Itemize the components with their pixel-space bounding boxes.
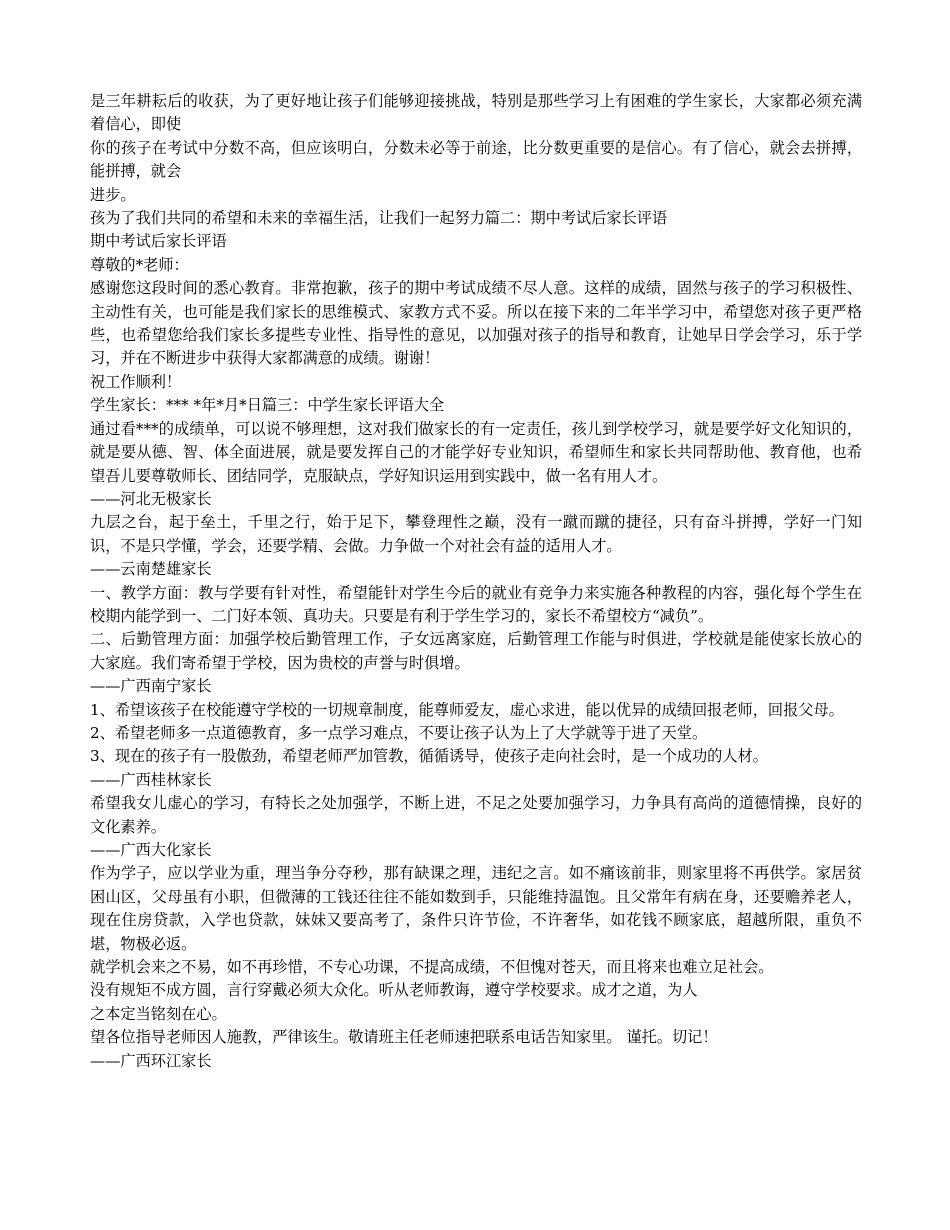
salutation: 尊敬的*老师： <box>90 255 189 274</box>
attribution: ——广西桂林家长 <box>90 770 212 789</box>
list-item: 3、现在的孩子有一股傲劲，希望老师严加管教，循循诱导，使孩子走向社会时，是一个成功的人材。 <box>90 747 768 766</box>
paragraph: 二、后勤管理方面：加强学校后勤管理工作，子女远离家庭，后勤管理工作能与时俱进，学校就是能使家长放心的大家庭。我们寄希望于学校，因为贵校的声誉与时俱增。 <box>90 630 862 672</box>
paragraph: 通过看***的成绩单，可以说不够理想，这对我们做家长的有一定责任，孩儿到学校学习，就是要学好文化知识的，就是要从德、智、体全面进展，就是要发挥自己的才能学好专业知识，希望师生和家长共同帮助他、教育他，也希望吾儿要尊敬师长、团结同学，克服缺点，学好知识运用到实践中，做一名有用人才。 <box>90 419 862 485</box>
paragraph: 你的孩子在考试中分数不高，但应该明白，分数未必等于前途，比分数更重要的是信心。有了信心，就会去拼搏，能拼搏，就会 <box>90 138 862 181</box>
paragraph: 孩为了我们共同的希望和未来的幸福生活，让我们一起努力篇二：期中考试后家长评语 <box>90 209 668 228</box>
paragraph: 没有规矩不成方圆，言行穿戴必须大众化。听从老师教诲，遵守学校要求。成才之道，为人 <box>90 981 698 1000</box>
attribution: ——广西环江家长 <box>90 1051 212 1070</box>
paragraph: 一、教学方面：教与学要有针对性，希望能针对学生今后的就业有竞争力来实施各种教程的内容，强化每个学生在校期内能学到一、二门好本领、真功夫。只要是有利于学生学习的，家长不希望校方“减负”。 <box>90 583 862 625</box>
list-item: 2、希望老师多一点道德教育，多一点学习难点，不要让孩子认为上了大学就等于进了天堂。 <box>90 723 708 742</box>
attribution: ——广西南宁家长 <box>90 677 212 696</box>
section-heading: 期中考试后家长评语 <box>90 232 227 251</box>
paragraph: 进步。 <box>90 185 136 204</box>
attribution: ——河北无极家长 <box>90 489 212 508</box>
paragraph: 九层之台，起于垒土，千里之行，始于足下，攀登理性之巅，没有一蹴而蹴的捷径，只有奋斗拼搏，学好一门知识，不是只学懂，学会，还要学精、会做。力争做一个对社会有益的适用人才。 <box>90 513 862 555</box>
list-item: 1、希望该孩子在校能遵守学校的一切规章制度，能尊师爱友，虚心求进，能以优异的成绩回报老师，回报父母。 <box>90 700 844 719</box>
document-page <box>90 90 862 1073</box>
paragraph: 感谢您这段时间的悉心教育。非常抱歉，孩子的期中考试成绩不尽人意。这样的成绩，固然与孩子的学习积极性、主动性有关，也可能是我们家长的思维模式、家教方式不妥。所以在接下来的二年半学习中，希望您对孩子更严格些，也希望您给我们家长多提些专业性、指导性的意见，以加强对孩子的指导和教育，让她早日学会学习，乐于学习，并在不断进步中获得大家都满意的成绩。谢谢！ <box>90 279 862 368</box>
attribution: ——广西大化家长 <box>90 841 212 859</box>
paragraph: 作为学子，应以学业为重，理当争分夺秒，那有缺课之理，违纪之言。如不痛该前非，则家里将不再供学。家居贫困山区，父母虽有小职，但微薄的工钱还往往不能如数到手，只能维持温饱。且父常年有病在身，还要赡养老人，现在住房贷款，入学也贷款，妹妹又要高考了，条件只许节俭，不许奢华，如花钱不顾家底，超越所限，重负不堪，物极必返。 <box>90 864 862 953</box>
paragraph: 之本定当铭刻在心。 <box>90 1004 227 1023</box>
paragraph: 是三年耕耘后的收获，为了更好地让孩子们能够迎接挑战，特别是那些学习上有困难的学生家长，大家都必须充满着信心，即使 <box>90 92 862 134</box>
paragraph: 希望我女儿虚心的学习，有特长之处加强学，不断上进，不足之处要加强学习，力争具有高尚的道德情操，良好的文化素养。 <box>90 794 862 836</box>
closing: 祝工作顺利！ <box>90 372 182 391</box>
paragraph: 望各位指导老师因人施教，严律该生。敬请班主任老师速把联系电话告知家里。 谨托。切记！ <box>90 1028 718 1047</box>
paragraph: 就学机会来之不易，如不再珍惜，不专心功课，不提高成绩，不但愧对苍天，而且将来也难立足社会。 <box>90 958 774 977</box>
signature-line: 学生家长：*** *年*月*日篇三：中学生家长评语大全 <box>90 396 445 415</box>
attribution: ——云南楚雄家长 <box>90 560 212 579</box>
